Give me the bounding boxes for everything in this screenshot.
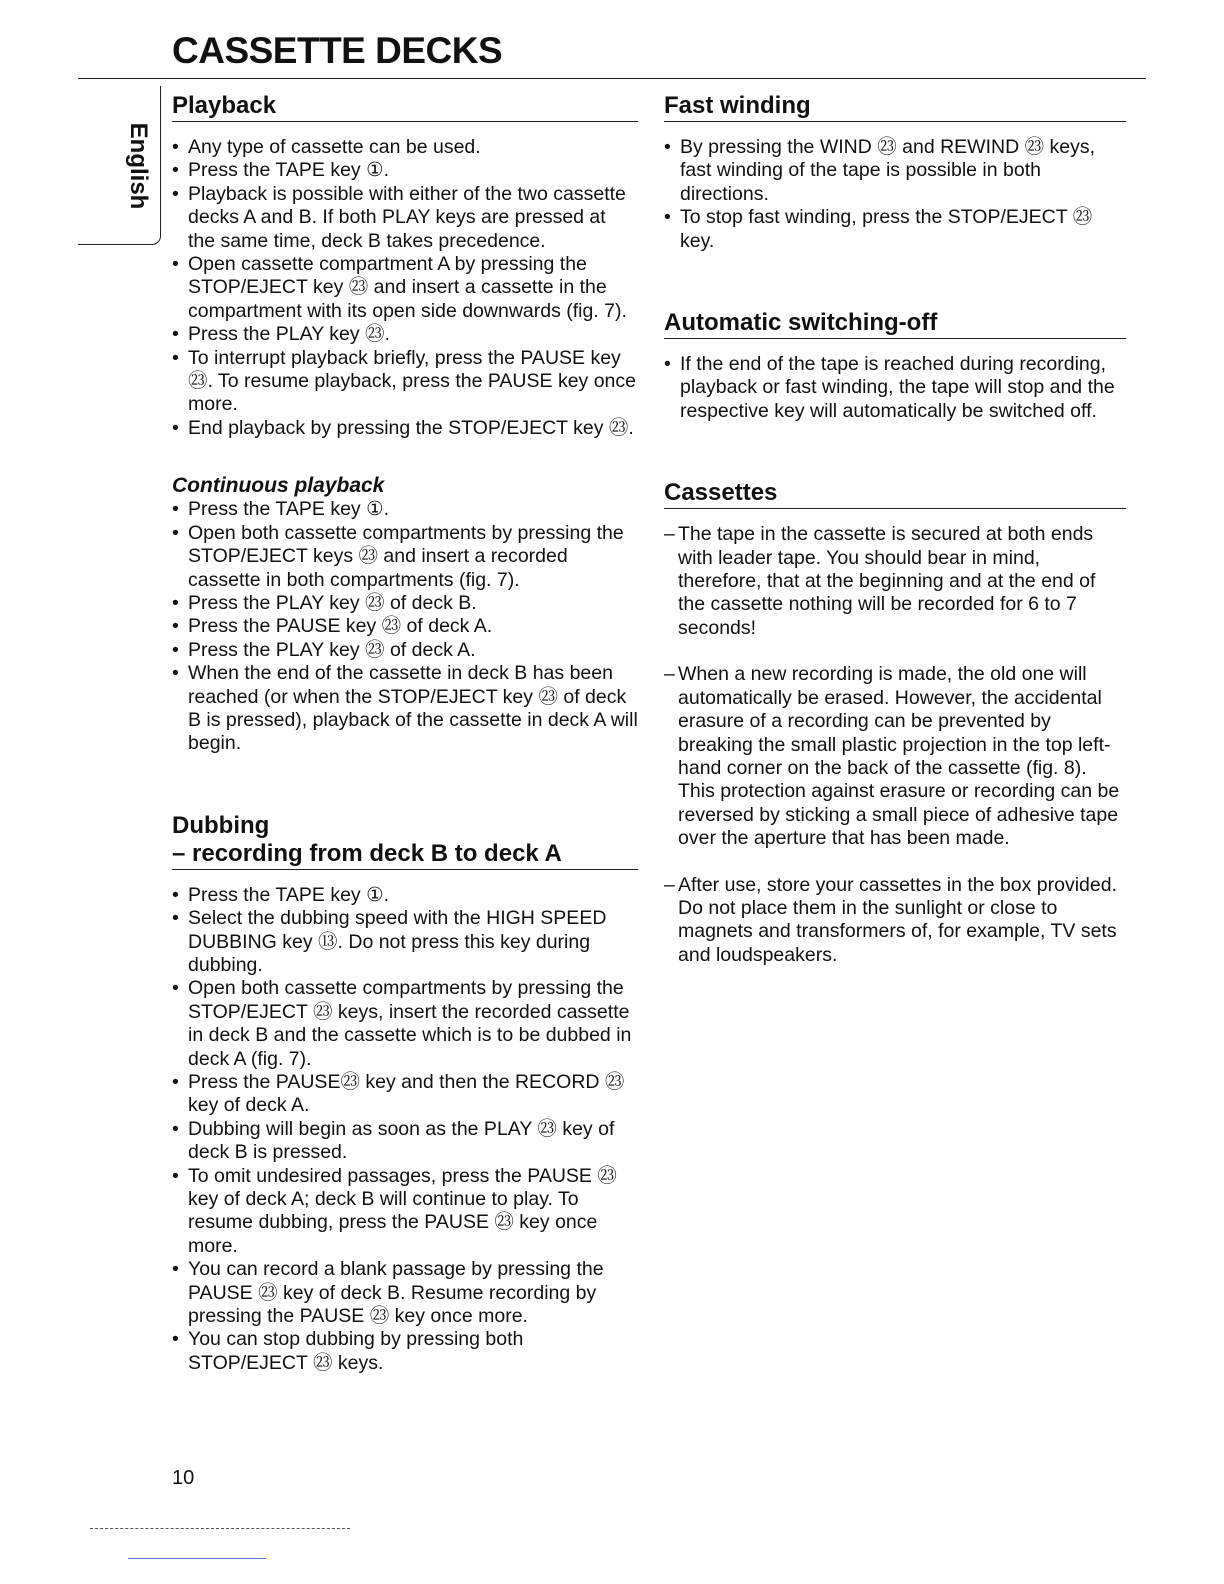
dubbing-list — [172, 884, 638, 1376]
playback-section — [172, 92, 638, 440]
list-item: • Open both cassette compartments by pressing the STOP/EJECT keys ㉓ and insert a recorded cassette in both compartments (fig. 7). — [172, 522, 638, 592]
auto-off-list — [664, 353, 1126, 423]
auto-off-section — [664, 309, 1126, 423]
list-item: • If the end of the tape is reached during recording, playback or fast winding, the tape will stop and the respective key will automatically be switched off. — [664, 353, 1126, 423]
title-rule — [78, 78, 1146, 79]
list-item: • You can record a blank passage by pressing the PAUSE ㉓ key of deck B. Resume recording by pressing the PAUSE ㉓ key once more. — [172, 1258, 638, 1328]
list-item: – When a new recording is made, the old one will automatically be erased. However, the accidental erasure of a recording can be prevented by breaking the small plastic projection in the top left-hand corner on the back of the cassette (fig. 8). This protection against erasure or recording can be reversed by sticking a small piece of adhesive tape over the aperture that has been made. — [664, 663, 1126, 850]
playback-list — [172, 136, 638, 440]
fast-winding-section — [664, 92, 1126, 253]
list-item: • To omit undesired passages, press the PAUSE ㉓ key of deck A; deck B will continue to play. To resume dubbing, press the PAUSE ㉓ key once more. — [172, 1165, 638, 1259]
page-title: CASSETTE DECKS — [172, 30, 503, 71]
left-column — [172, 92, 638, 1375]
list-item: • Press the PLAY key ㉓. — [172, 323, 638, 346]
scan-artifact-line — [90, 1528, 350, 1529]
page-number: 10 — [172, 1467, 195, 1489]
list-item: • Press the TAPE key ①. — [172, 159, 638, 182]
auto-off-heading: Automatic switching-off — [664, 309, 1126, 339]
list-item: • Press the TAPE key ①. — [172, 498, 638, 521]
list-item: • Select the dubbing speed with the HIGH SPEED DUBBING key ⑬. Do not press this key during dubbing. — [172, 907, 638, 977]
continuous-section — [172, 474, 638, 755]
list-item: • Any type of cassette can be used. — [172, 136, 638, 159]
cassettes-list — [664, 523, 1126, 967]
list-item: • By pressing the WIND ㉓ and REWIND ㉓ keys, fast winding of the tape is possible in both directions. — [664, 136, 1126, 206]
dubbing-heading — [172, 812, 638, 870]
list-item: • To stop fast winding, press the STOP/EJECT ㉓ key. — [664, 206, 1126, 253]
continuous-heading: Continuous playback — [172, 474, 385, 498]
language-tab-label: English — [125, 122, 152, 210]
dubbing-heading-line1: Dubbing — [172, 811, 270, 839]
list-item: • Open cassette compartment A by pressing the STOP/EJECT key ㉓ and insert a cassette in the compartment with its open side downwards (fig. 7). — [172, 253, 638, 323]
right-column — [664, 92, 1126, 967]
cassettes-section — [664, 479, 1126, 967]
list-item: • Press the PLAY key ㉓ of deck B. — [172, 592, 638, 615]
list-item: • You can stop dubbing by pressing both STOP/EJECT ㉓ keys. — [172, 1328, 638, 1375]
list-item: • Press the TAPE key ①. — [172, 884, 638, 907]
list-item: • When the end of the cassette in deck B has been reached (or when the STOP/EJECT key ㉓ of deck B is pressed), playback of the cassette in deck A will begin. — [172, 662, 638, 756]
list-item: • Press the PAUSE key ㉓ of deck A. — [172, 615, 638, 638]
continuous-list — [172, 498, 638, 755]
fast-winding-list — [664, 136, 1126, 253]
dubbing-heading-line2: – recording from deck B to deck A — [172, 839, 562, 867]
cassettes-heading: Cassettes — [664, 479, 1126, 509]
playback-heading: Playback — [172, 92, 638, 122]
list-item: • Playback is possible with either of the two cassette decks A and B. If both PLAY keys are pressed at the same time, deck B takes precedence. — [172, 183, 638, 253]
fast-winding-heading: Fast winding — [664, 92, 1126, 122]
list-item: – The tape in the cassette is secured at both ends with leader tape. You should bear in mind, therefore, that at the beginning and at the end of the cassette nothing will be recorded for 6 to 7 seconds! — [664, 523, 1126, 640]
list-item: • Open both cassette compartments by pressing the STOP/EJECT ㉓ keys, insert the recorded cassette in deck B and the cassette which is to be dubbed in deck A (fig. 7). — [172, 977, 638, 1071]
list-item: • Press the PAUSE㉓ key and then the RECORD ㉓ key of deck A. — [172, 1071, 638, 1118]
list-item: • End playback by pressing the STOP/EJECT key ㉓. — [172, 417, 638, 440]
dubbing-section — [172, 812, 638, 1376]
list-item: • Dubbing will begin as soon as the PLAY ㉓ key of deck B is pressed. — [172, 1118, 638, 1165]
language-tab — [78, 86, 161, 245]
list-item: • Press the PLAY key ㉓ of deck A. — [172, 639, 638, 662]
scan-artifact-line — [128, 1558, 266, 1559]
list-item: • To interrupt playback briefly, press the PAUSE key ㉓. To resume playback, press the PAUSE key once more. — [172, 347, 638, 417]
list-item: – After use, store your cassettes in the box provided. Do not place them in the sunlight or close to magnets and transformers of, for example, TV sets and loudspeakers. — [664, 874, 1126, 968]
